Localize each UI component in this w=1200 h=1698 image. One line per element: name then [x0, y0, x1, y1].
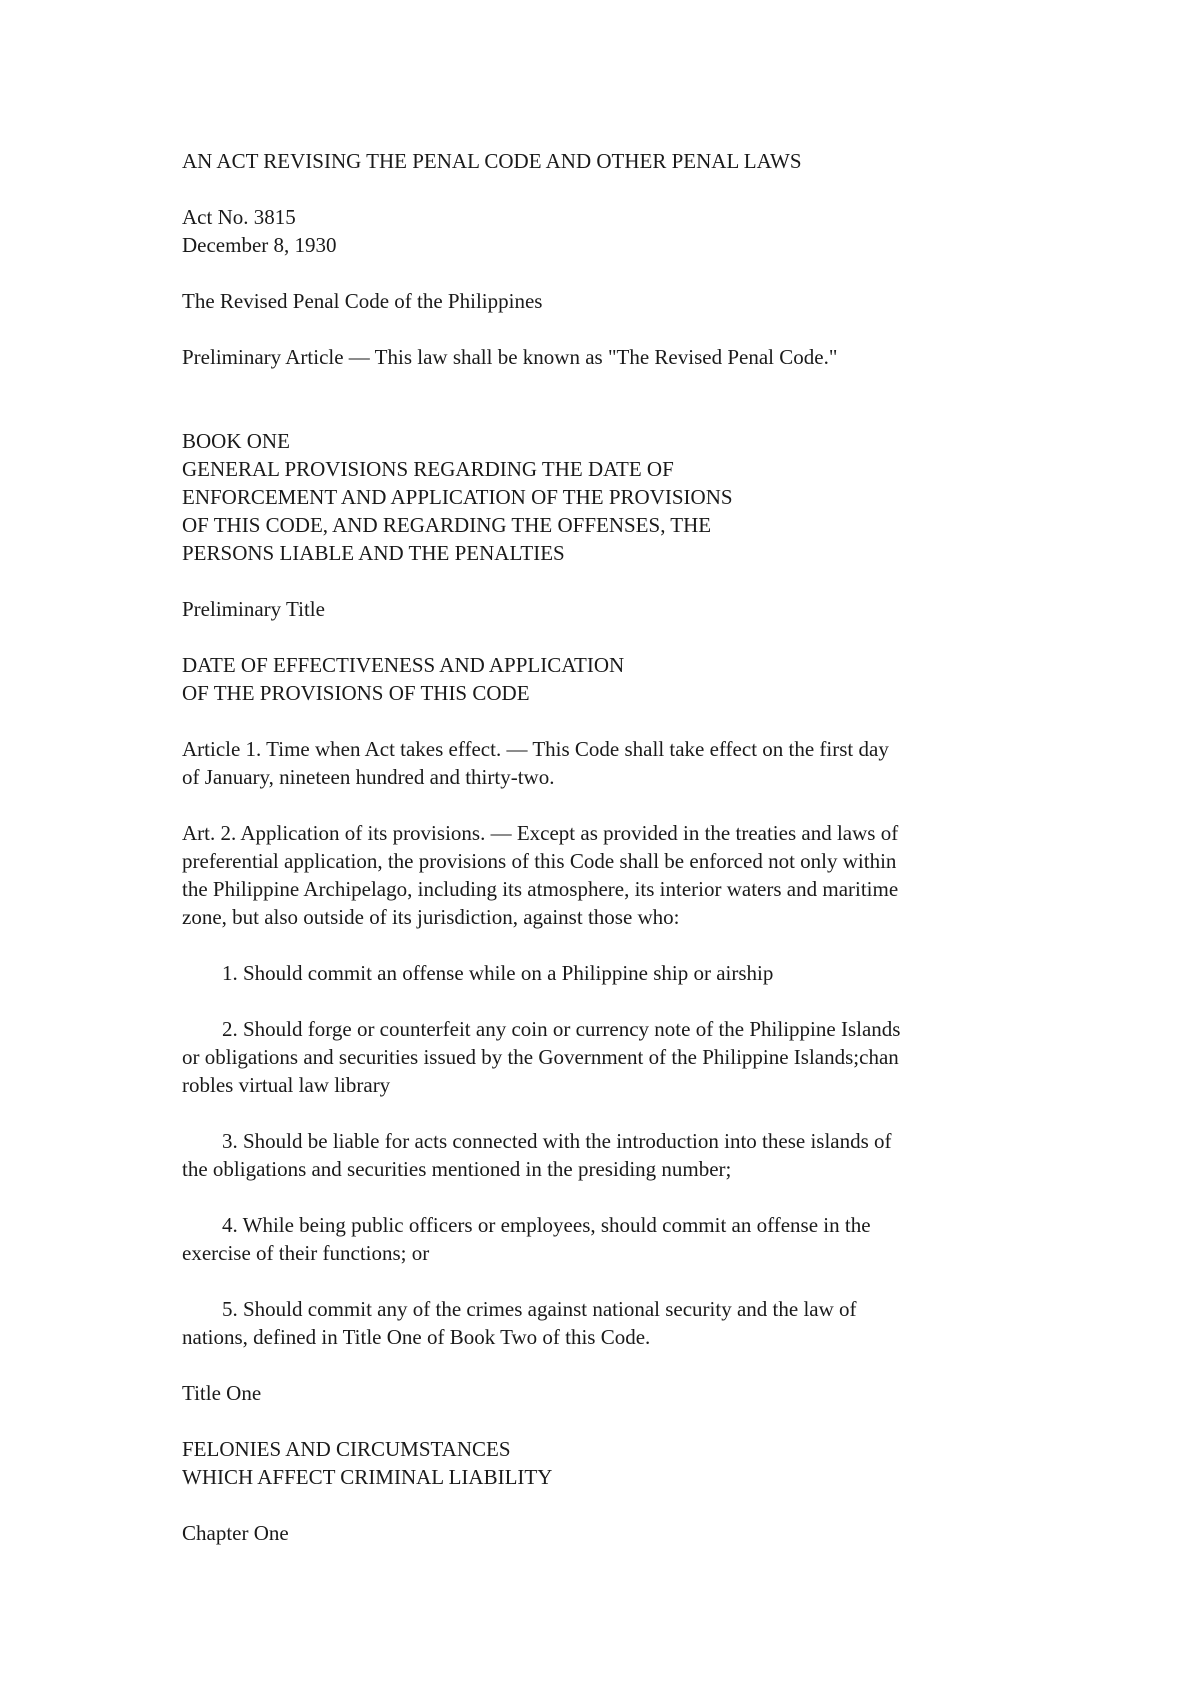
article-1: Article 1. Time when Act takes effect. — This Code shall take effect on the first day of January, nineteen hundred and thirty-two.: [182, 737, 889, 789]
list-item: 2. Should forge or counterfeit any coin or currency note of the Philippine Islands or obligations and securities issued by the Government of the Philippine Islands;chan robles virtual law library: [182, 1017, 901, 1097]
book-title: BOOK ONE: [182, 429, 290, 453]
book-subtitle-line: ENFORCEMENT AND APPLICATION OF THE PROVISIONS: [182, 485, 733, 509]
preliminary-title: Preliminary Title: [182, 597, 325, 621]
book-subtitle-line: OF THIS CODE, AND REGARDING THE OFFENSES, THE: [182, 513, 712, 537]
act-info: [182, 203, 1042, 259]
chapter-heading: Chapter One: [182, 1521, 289, 1545]
book-subtitle-line: GENERAL PROVISIONS REGARDING THE DATE OF: [182, 457, 674, 481]
preliminary-title-heading: DATE OF EFFECTIVENESS AND APPLICATION OF THE PROVISIONS OF THIS CODE: [182, 653, 625, 705]
act-number: Act No. 3815: [182, 205, 296, 229]
act-date: December 8, 1930: [182, 233, 337, 257]
list-item: 5. Should commit any of the crimes against national security and the law of nations, defined in Title One of Book Two of this Code.: [182, 1297, 857, 1349]
list-item: 1. Should commit an offense while on a Philippine ship or airship: [222, 961, 774, 985]
list-item: 3. Should be liable for acts connected with the introduction into these islands of the obligations and securities mentioned in the presiding number;: [182, 1129, 892, 1181]
preliminary-article: Preliminary Article — This law shall be known as "The Revised Penal Code.": [182, 345, 838, 369]
title-one-heading: FELONIES AND CIRCUMSTANCES WHICH AFFECT CRIMINAL LIABILITY: [182, 1437, 553, 1489]
act-heading: AN ACT REVISING THE PENAL CODE AND OTHER PENAL LAWS: [182, 149, 802, 173]
book-heading: [182, 427, 1042, 567]
code-title: The Revised Penal Code of the Philippines: [182, 289, 543, 313]
book-subtitle-line: PERSONS LIABLE AND THE PENALTIES: [182, 541, 565, 565]
document-body: [182, 147, 1042, 1547]
title-one: Title One: [182, 1381, 262, 1405]
list-item: 4. While being public officers or employees, should commit an offense in the exercise of their functions; or: [182, 1213, 871, 1265]
article-2: Art. 2. Application of its provisions. — Except as provided in the treaties and laws of preferential application, the provisions of this Code shall be enforced not only within the Philippine Archipelago, including its atmosphere, its interior waters and maritime zone, but also outside of its jurisdiction, against those who:: [182, 821, 899, 929]
